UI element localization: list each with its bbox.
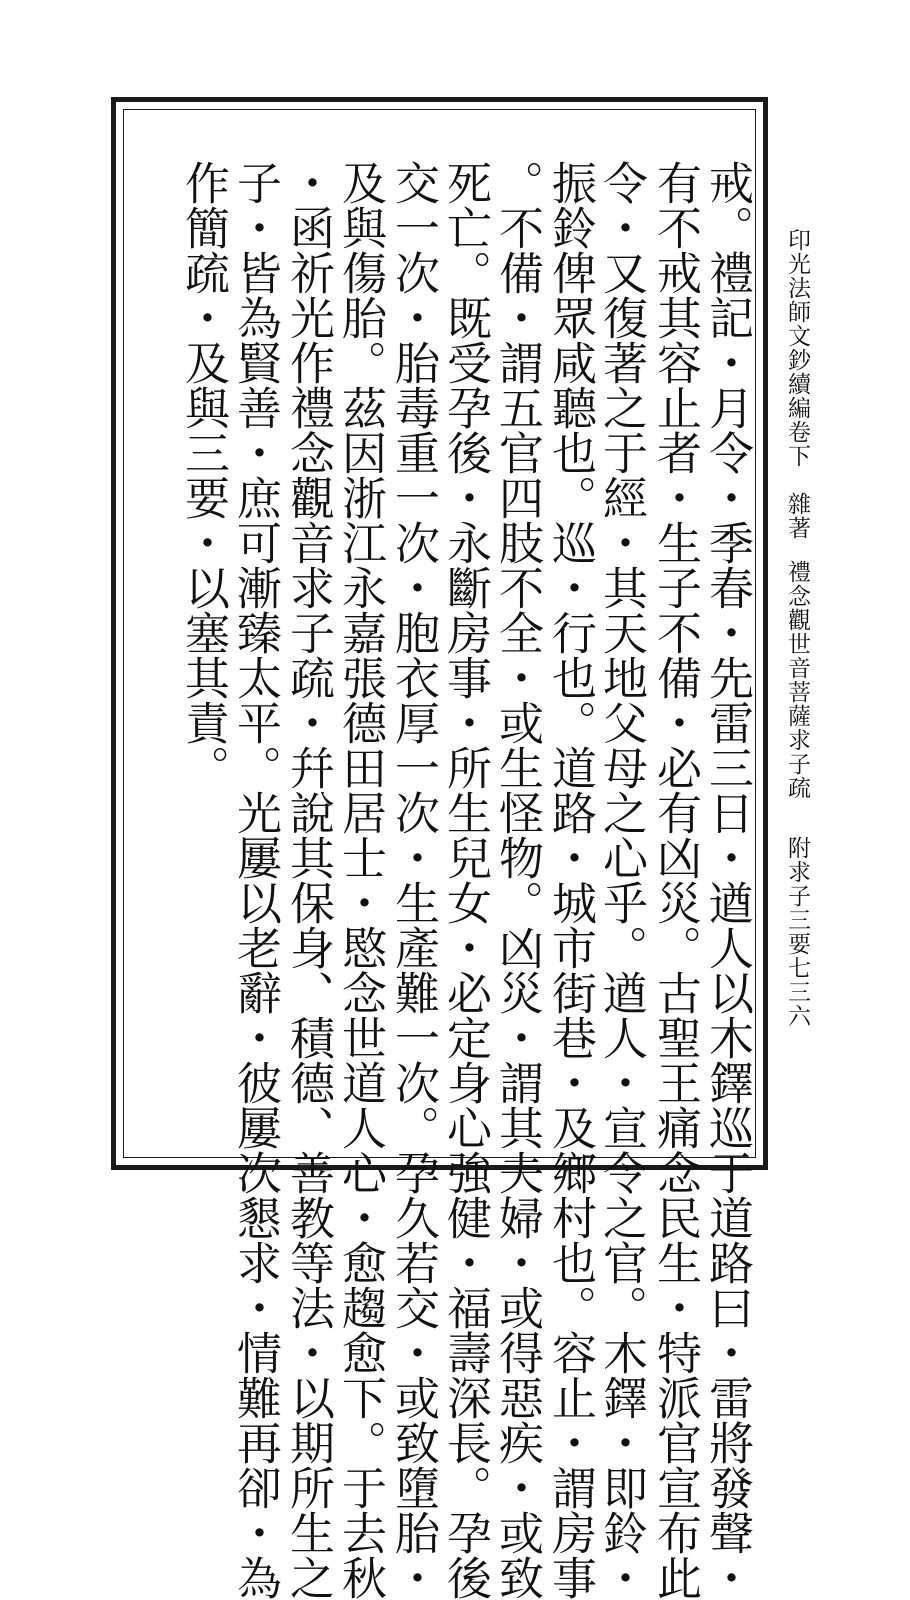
text-column-4: 振鈴俾眾咸聽也。巡・行也。道路・城市街巷・及鄉村也。容止・謂房事	[544, 160, 597, 1600]
text-column-10: 子・皆為賢善・庶可漸臻太平。光屢以老辭・彼屢次懇求・情難再卻・為	[229, 160, 282, 1600]
text-column-2: 有不戒其容止者・生子不備・必有凶災。古聖王痛念民生・特派官宣布此	[649, 160, 702, 1600]
text-column-3: 令・又復著之于經・其天地父母之心乎。遒人・宣令之官。木鐸・即鈴・	[595, 160, 648, 1600]
page-number: 七三六	[784, 956, 810, 1028]
text-column-9: ・函祈光作禮念觀音求子疏・幷說其保身、積德、善教等法・以期所生之	[282, 160, 335, 1600]
book-title: 印光法師文鈔續編卷下	[784, 228, 810, 468]
text-column-11: 作簡疏・及與三要・以塞其責。	[177, 160, 230, 790]
text-column-6: 死亡。既受孕後・永斷房事・所生兒女・必定身心強健・福壽深長。孕後	[439, 160, 492, 1600]
text-column-7: 交一次・胎毒重一次・胞衣厚一次・生產難一次。孕久若交・或致墮胎・	[387, 160, 440, 1600]
text-column-8: 及與傷胎。茲因浙江永嘉張德田居士・愍念世道人心・愈趨愈下。于去秋	[334, 160, 387, 1600]
text-column-5: 。不備・謂五官四肢不全・或生怪物。凶災・謂其夫婦・或得惡疾・或致	[491, 160, 544, 1600]
article-title: 禮念觀世音菩薩求子疏	[784, 560, 810, 800]
section-label: 雜著	[784, 492, 810, 540]
text-column-1: 戒。禮記・月令・季春・先雷三日・遒人以木鐸巡于道路曰・雷將發聲・	[701, 160, 754, 1600]
appendix-label: 附求子三要	[784, 836, 810, 956]
